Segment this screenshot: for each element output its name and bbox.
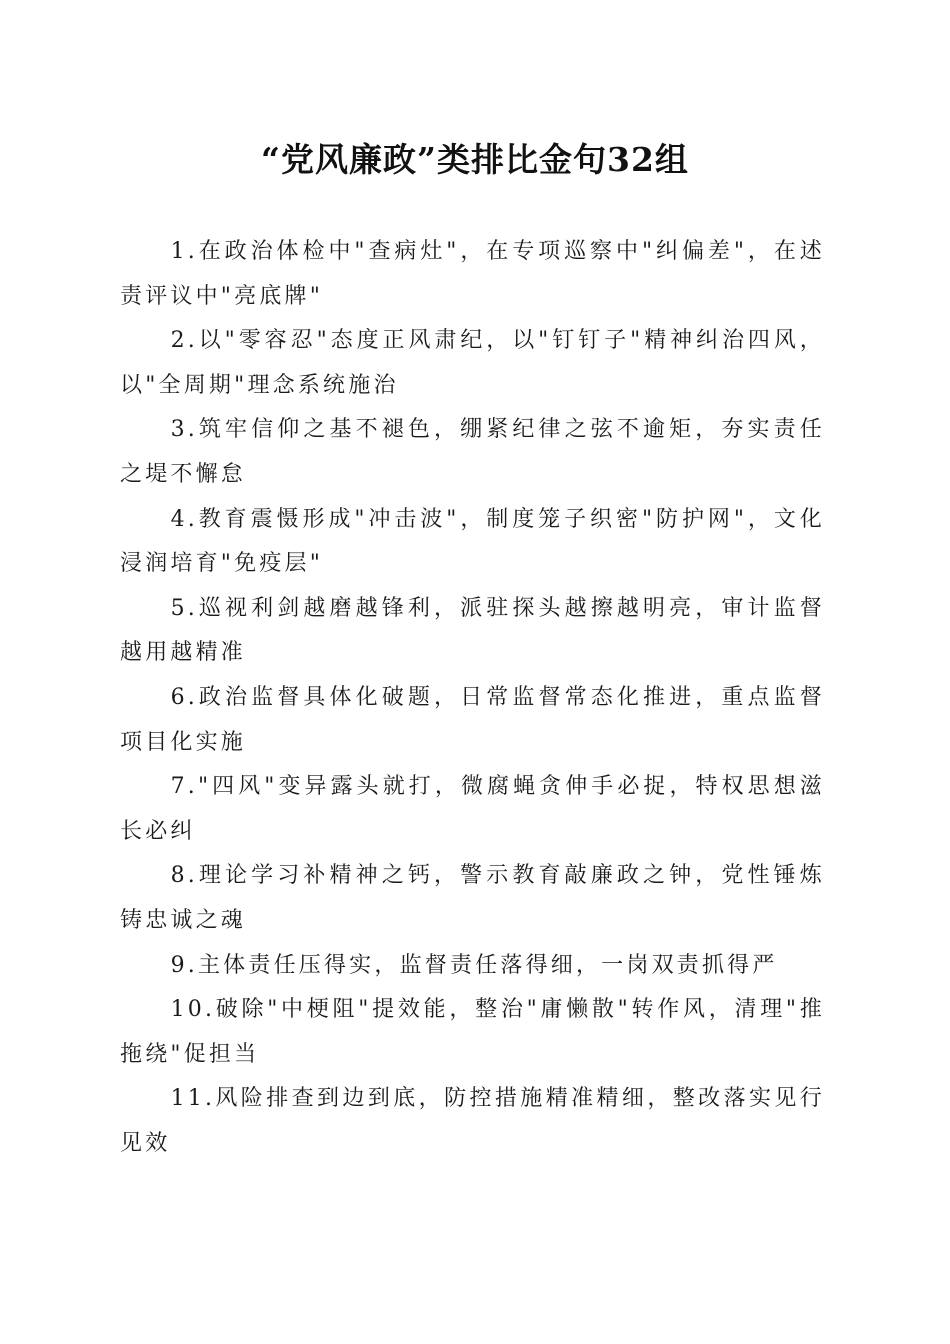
list-item: 11.风险排查到边到底，防控措施精准精细，整改落实见行见效 <box>120 1086 825 1156</box>
list-item: 3.筑牢信仰之基不褪色，绷紧纪律之弦不逾矩，夯实责任之堤不懈怠 <box>120 417 825 487</box>
list-item: 4.教育震慑形成"冲击波"，制度笼子织密"防护网"，文化浸润培育"免疫层" <box>120 506 825 577</box>
list-item: 7."四风"变异露头就打，微腐蝇贪伸手必捉，特权思想滋长必纠 <box>120 774 825 844</box>
list-item: 1.在政治体检中"查病灶"，在专项巡察中"纠偏差"，在述责评议中"亮底牌" <box>120 239 825 309</box>
document-body <box>120 230 825 1166</box>
list-item: 5.巡视利剑越磨越锋利，派驻探头越擦越明亮，审计监督越用越精准 <box>120 595 825 666</box>
list-item: 6.政治监督具体化破题，日常监督常态化推进，重点监督项目化实施 <box>120 684 825 755</box>
list-item: 9.主体责任压得实，监督责任落得细，一岗双责抓得严 <box>170 952 778 978</box>
list-item: 2.以"零容忍"态度正风肃纪，以"钉钉子"精神纠治四风，以"全周期"理念系统施治 <box>120 328 825 398</box>
list-item: 10.破除"中梗阻"提效能，整治"庸懒散"转作风，清理"推拖绕"促担当 <box>120 997 825 1067</box>
document-title: “党风廉政”类排比金句32组 <box>261 140 689 179</box>
list-item: 8.理论学习补精神之钙，警示教育敲廉政之钟，党性锤炼铸忠诚之魂 <box>120 863 825 933</box>
